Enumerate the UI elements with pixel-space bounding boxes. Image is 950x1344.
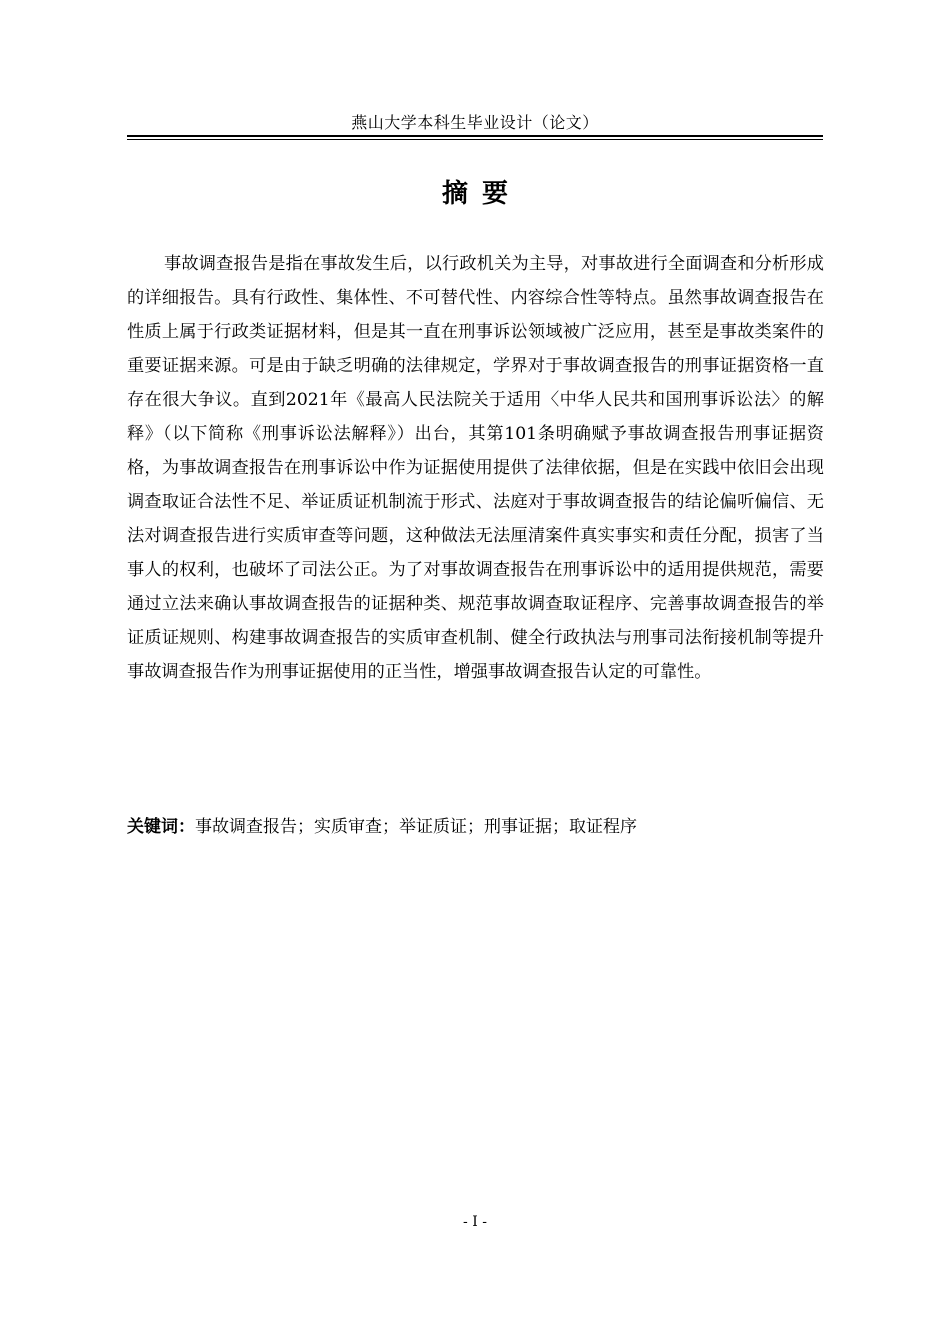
abstract-body: 事故调查报告是指在事故发生后，以行政机关为主导，对事故进行全面调查和分析形成的详细报告。具有行政性、集体性、不可替代性、内容综合性等特点。虽然事故调查报告在性质上属于行政类证据材料，但是其一直在刑事诉讼领域被广泛应用，甚至是事故类案件的重要证据来源。可是由于缺乏明确的法律规定，学界对于事故调查报告的刑事证据资格一直存在很大争议。直到2021年《最高人民法院关于适用〈中华人民共和国刑事诉讼法〉的解释》（以下简称《刑事诉讼法解释》）出台，其第101条明确赋予事故调查报告刑事证据资格，为事故调查报告在刑事诉讼中作为证据使用提供了法律依据，但是在实践中依旧会出现调查取证合法性不足、举证质证机制流于形式、法庭对于事故调查报告的结论偏听偏信、无法对调查报告进行实质审查等问题，这种做法无法厘清案件真实事实和责任分配，损害了当事人的权利，也破坏了司法公正。为了对事故调查报告在刑事诉讼中的适用提供规范，需要通过立法来确认事故调查报告的证据种类、规范事故调查取证程序、完善事故调查报告的举证质证规则、构建事故调查报告的实质审查机制、健全行政执法与刑事司法衔接机制等提升事故调查报告作为刑事证据使用的正当性，增强事故调查报告认定的可靠性。 xyxy=(127,254,824,682)
header-rule-thick xyxy=(127,135,823,137)
header-rule-thin xyxy=(127,139,823,140)
keywords-text: 事故调查报告；实质审查；举证质证；刑事证据；取证程序 xyxy=(195,817,637,837)
keywords-label: 关键词： xyxy=(127,817,195,837)
abstract-title: 摘要 xyxy=(441,179,522,209)
running-header: 燕山大学本科生毕业设计（论文） xyxy=(351,113,599,132)
page-number: - I - xyxy=(463,1214,487,1230)
keywords-line xyxy=(127,810,824,844)
